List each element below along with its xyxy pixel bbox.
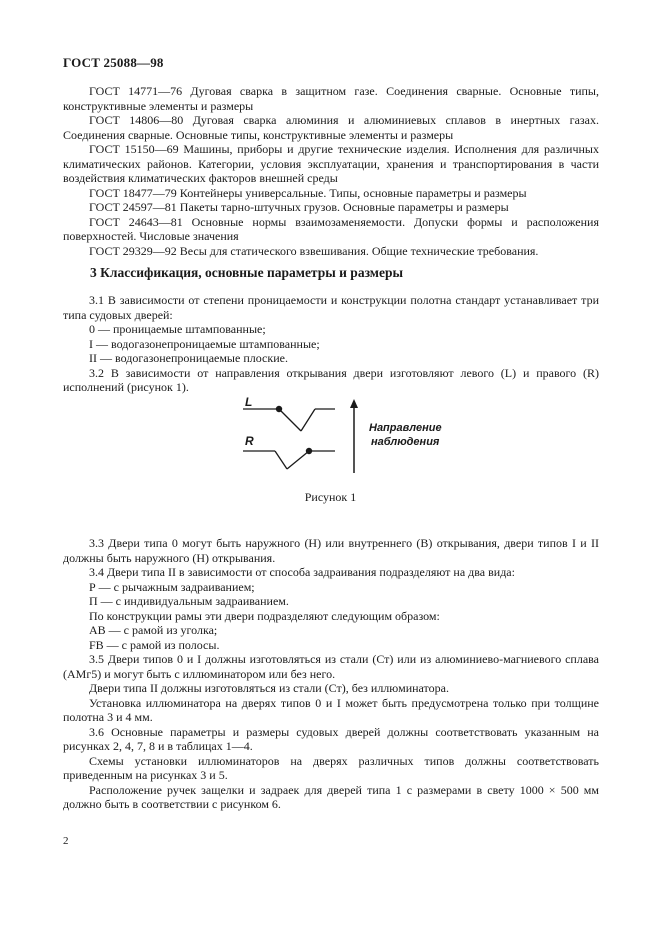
paragraph-3-4: 3.4 Двери типа II в зависимости от способа задраивания подразделяют на два вида: (89, 565, 515, 579)
label-right: R (245, 434, 254, 448)
reference-item: ГОСТ 29329—92 Весы для статического взвешивания. Общие технические требования. (89, 243, 539, 258)
page-number: 2 (63, 835, 69, 847)
kind-p: Р — с рычажным задраиванием; (89, 579, 255, 594)
frame-fb: FB — с рамой из полосы. (89, 637, 220, 652)
document-header-code: ГОСТ 25088—98 (63, 55, 164, 70)
normative-references (63, 84, 599, 258)
door-right-hinge (306, 448, 312, 454)
door-type-0: 0 — проницаемые штампованные; (89, 322, 266, 336)
reference-item: ГОСТ 14806—80 Дуговая сварка алюминия и алюминиевых сплавов в инертных газах. Соединения сварные. Основные типы, конструктивные элементы и размеры (63, 113, 599, 142)
door-left-open (301, 409, 315, 431)
door-right-leaf (275, 451, 287, 469)
door-type-2: II — водогазонепроницаемые плоские. (89, 351, 288, 365)
direction-label-line1: Направление (369, 422, 442, 434)
frame-intro: По конструкции рамы эти двери подразделяют следующим образом: (89, 608, 440, 623)
section-3-intro (63, 293, 599, 395)
direction-arrow-head (350, 399, 358, 408)
paragraph-3-6b: Схемы установки иллюминаторов на дверях различных типов должны соответствовать приведенным на рисунках 3 и 5. (63, 753, 599, 782)
reference-item: ГОСТ 24643—81 Основные нормы взаимозаменяемости. Допуски формы и расположения поверхностей. Числовые значения (63, 214, 599, 243)
paragraph-3-1: 3.1 В зависимости от степени проницаемости и конструкции полотна стандарт устанавливает три типа судовых дверей: (63, 293, 599, 322)
door-left-leaf (279, 409, 301, 431)
reference-item: ГОСТ 24597—81 Пакеты тарно-штучных грузов. Основные параметры и размеры (89, 200, 509, 214)
door-right-open (287, 451, 309, 469)
direction-label-line2: наблюдения (371, 436, 440, 448)
paragraph-3-6c: Расположение ручек защелки и задраек для дверей типа 1 с размерами в свету 1000 × 500 мм должно быть в соответствии с рисунком 6. (63, 782, 599, 811)
reference-item: ГОСТ 15150—69 Машины, приборы и другие технические изделия. Исполнения для различных климатических районов. Категории, условия эксплуатации, хранения и транспортирования в части воздействия климатических факторов внешней среды (63, 142, 599, 185)
figure-1-caption: Рисунок 1 (304, 490, 357, 504)
kind-i: П — с индивидуальным задраиванием. (89, 594, 289, 608)
paragraph-3-2: 3.2 В зависимости от направления открывания двери изготовляют левого (L) и правого (R) исполнений (рисунок 1). (63, 365, 599, 394)
reference-item: ГОСТ 18477—79 Контейнеры универсальные. Типы, основные параметры и размеры (89, 185, 527, 200)
paragraph-3-6: 3.6 Основные параметры и размеры судовых дверей должны соответствовать указанным на рисунках 2, 4, 7, 8 и в таблицах 1—4. (63, 724, 599, 753)
paragraph-3-3: 3.3 Двери типа 0 могут быть наружного (Н) или внутреннего (В) открывания, двери типов I и II должны быть наружного (Н) открывания. (63, 536, 599, 565)
reference-item: ГОСТ 14771—76 Дуговая сварка в защитном газе. Соединения сварные. Основные типы, конструктивные элементы и размеры (63, 84, 599, 113)
paragraph-3-5b: Двери типа II должны изготовляться из стали (Ст), без иллюминатора. (89, 681, 449, 695)
label-left: L (245, 395, 253, 409)
frame-ab: АВ — с рамой из уголка; (89, 623, 218, 637)
figure-1-diagram (235, 395, 465, 475)
door-type-1: I — водогазонепроницаемые штампованные; (89, 336, 320, 351)
paragraph-3-5: 3.5 Двери типов 0 и I должны изготовляться из стали (Ст) или из алюминиево-магниевого сплава (АМг5) и могут быть с иллюминатором или без него. (63, 652, 599, 681)
paragraph-3-5c: Установка иллюминатора на дверях типов 0 и I может быть предусмотрена только при толщине полотна 3 и 4 мм. (63, 695, 599, 724)
section-title: 3 Классификация, основные параметры и размеры (90, 265, 404, 280)
door-left-hinge (276, 406, 282, 412)
section-3-body (63, 536, 599, 812)
